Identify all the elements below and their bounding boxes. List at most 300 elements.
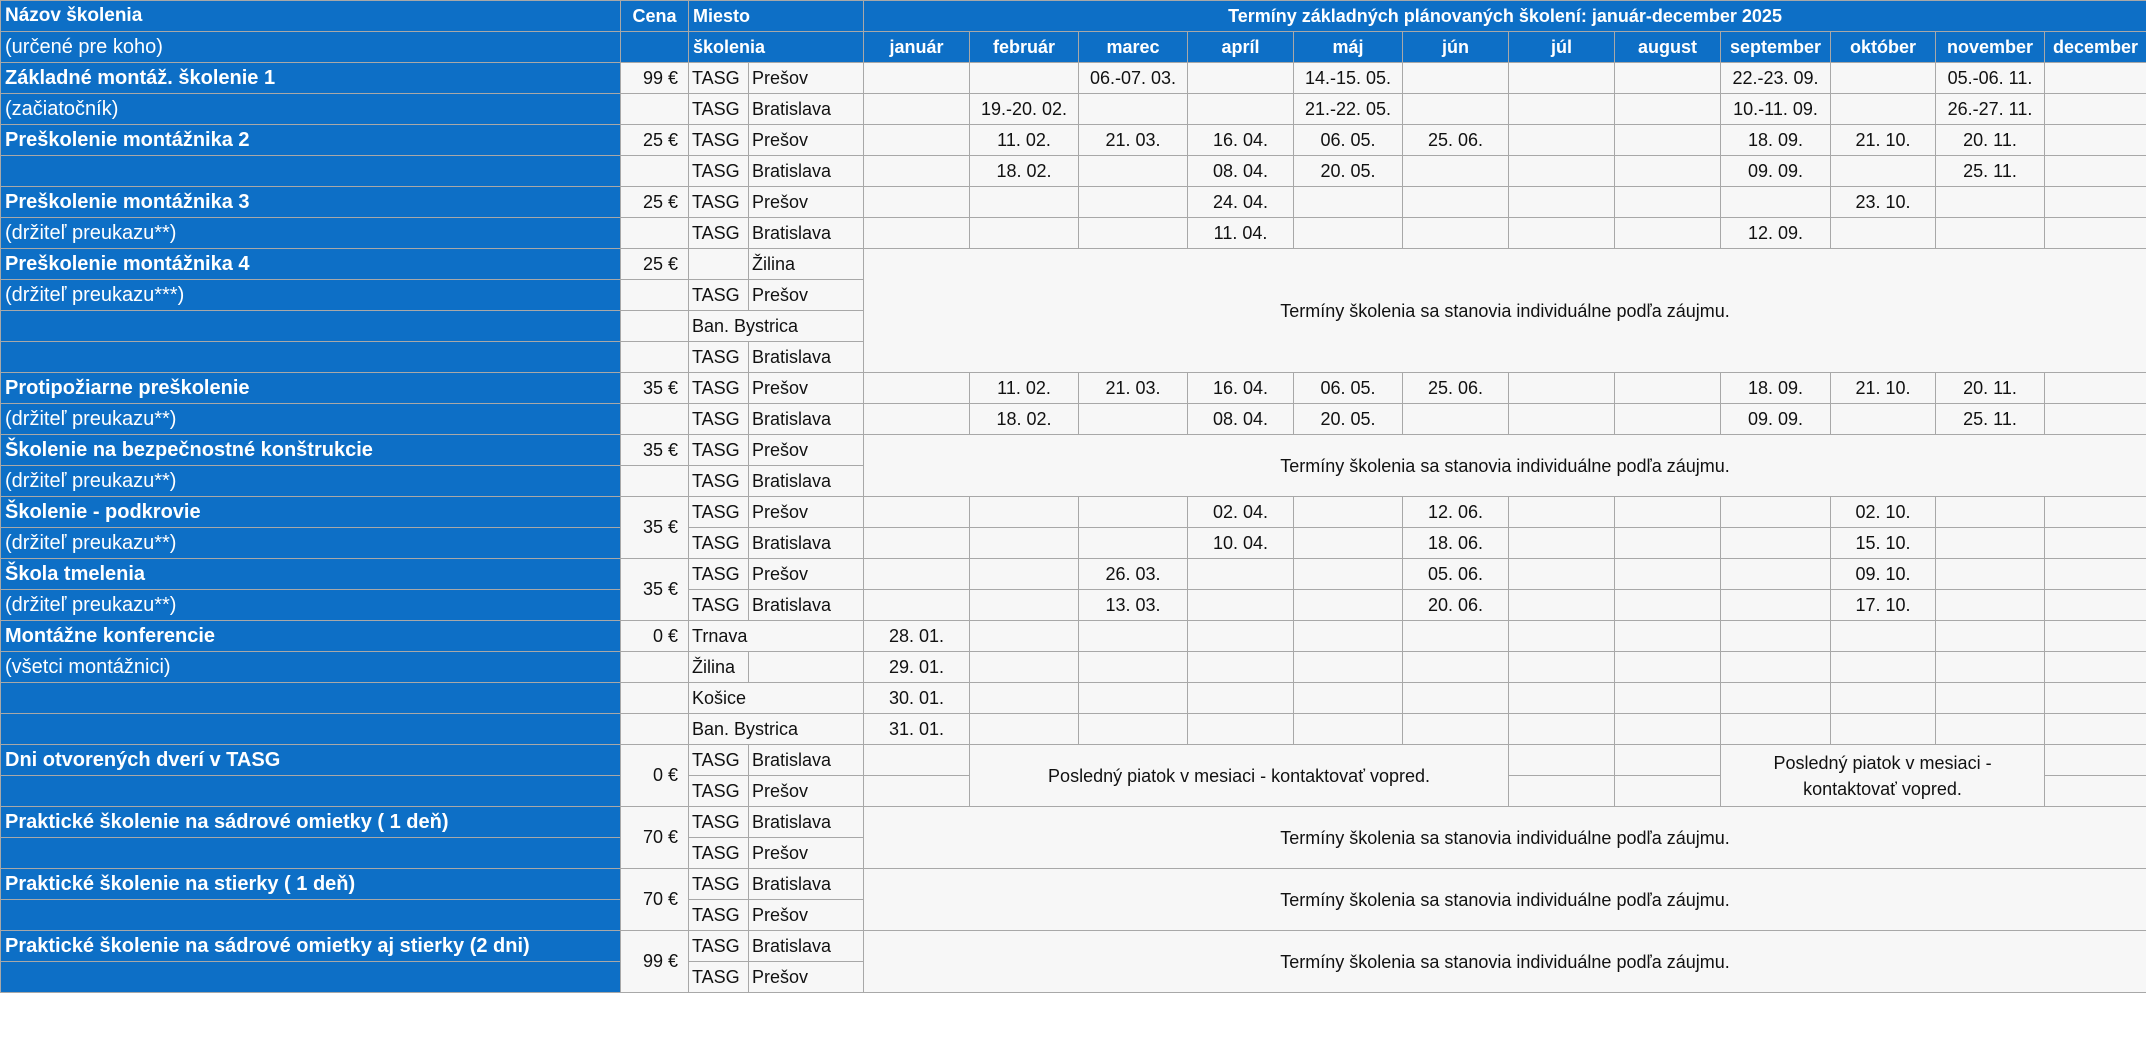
date-cell xyxy=(864,497,970,528)
location-city: Prešov xyxy=(749,900,864,931)
date-cell xyxy=(864,373,970,404)
date-cell: 21. 10. xyxy=(1831,373,1936,404)
date-cell xyxy=(970,528,1079,559)
date-cell: 18. 09. xyxy=(1721,373,1831,404)
header-training-name: Názov školenia xyxy=(1,1,621,32)
date-cell xyxy=(1079,652,1188,683)
month-header: jún xyxy=(1403,32,1509,63)
date-cell: 21.-22. 05. xyxy=(1294,94,1403,125)
training-audience-empty xyxy=(1,311,621,342)
date-cell xyxy=(1403,714,1509,745)
date-cell: 02. 04. xyxy=(1188,497,1294,528)
training-price-empty xyxy=(621,94,689,125)
date-cell xyxy=(1615,559,1721,590)
table-row xyxy=(1,652,2146,683)
date-cell xyxy=(970,590,1079,621)
date-cell xyxy=(1936,528,2045,559)
date-cell xyxy=(1831,218,1936,249)
date-cell xyxy=(1831,714,1936,745)
location-city: Bratislava xyxy=(749,342,864,373)
date-cell: 11. 02. xyxy=(970,373,1079,404)
date-cell: 15. 10. xyxy=(1831,528,1936,559)
month-header: august xyxy=(1615,32,1721,63)
training-title: Dni otvorených dverí v TASG xyxy=(1,745,621,776)
date-cell xyxy=(1403,652,1509,683)
date-cell xyxy=(864,404,970,435)
date-cell xyxy=(1079,94,1188,125)
date-cell xyxy=(1936,590,2045,621)
training-audience: (začiatočník) xyxy=(1,94,621,125)
date-cell xyxy=(1294,528,1403,559)
date-cell: 20. 11. xyxy=(1936,125,2045,156)
training-audience: (držiteľ preukazu**) xyxy=(1,404,621,435)
date-cell xyxy=(1936,218,2045,249)
date-cell: 14.-15. 05. xyxy=(1294,63,1403,94)
month-header: júl xyxy=(1509,32,1615,63)
training-title: Montážne konferencie xyxy=(1,621,621,652)
training-price: 99 € xyxy=(621,931,689,993)
date-cell: 25. 11. xyxy=(1936,156,2045,187)
date-cell xyxy=(1936,683,2045,714)
date-cell: 10. 04. xyxy=(1188,528,1294,559)
month-header: november xyxy=(1936,32,2045,63)
table-row xyxy=(1,249,2146,280)
date-cell xyxy=(864,528,970,559)
header-price-empty xyxy=(621,32,689,63)
location-org xyxy=(749,652,864,683)
location-org: TASG xyxy=(689,280,749,311)
date-cell: 10.-11. 09. xyxy=(1721,94,1831,125)
date-cell-empty xyxy=(2045,776,2146,807)
date-cell xyxy=(970,187,1079,218)
date-cell: 23. 10. xyxy=(1831,187,1936,218)
date-cell xyxy=(1721,621,1831,652)
table-row xyxy=(1,187,2146,218)
date-cell xyxy=(1294,590,1403,621)
date-cell: 12. 06. xyxy=(1403,497,1509,528)
date-cell xyxy=(1831,621,1936,652)
individual-schedule-note: Termíny školenia sa stanovia individuálne podľa záujmu. xyxy=(864,249,2146,373)
location-city: Košice xyxy=(689,683,864,714)
date-cell: 06. 05. xyxy=(1294,373,1403,404)
date-cell xyxy=(1403,404,1509,435)
date-cell xyxy=(1079,156,1188,187)
table-row xyxy=(1,156,2146,187)
date-cell-empty xyxy=(864,776,970,807)
date-cell xyxy=(1615,590,1721,621)
training-audience: (držiteľ preukazu**) xyxy=(1,528,621,559)
date-cell: 08. 04. xyxy=(1188,404,1294,435)
date-cell: 18. 06. xyxy=(1403,528,1509,559)
training-price-empty xyxy=(621,280,689,311)
date-cell: 30. 01. xyxy=(864,683,970,714)
date-cell xyxy=(1936,187,2045,218)
date-cell xyxy=(1294,621,1403,652)
training-price-empty xyxy=(621,652,689,683)
date-cell xyxy=(1188,590,1294,621)
location-org: TASG xyxy=(689,187,749,218)
location-city: Prešov xyxy=(749,962,864,993)
training-price: 35 € xyxy=(621,373,689,404)
location-city: Prešov xyxy=(749,838,864,869)
date-cell: 21. 03. xyxy=(1079,125,1188,156)
date-cell xyxy=(2045,404,2146,435)
date-cell xyxy=(1936,497,2045,528)
individual-schedule-note: Termíny školenia sa stanovia individuálne podľa záujmu. xyxy=(864,869,2146,931)
table-row xyxy=(1,745,2146,776)
date-cell xyxy=(2045,63,2146,94)
date-cell xyxy=(1615,94,1721,125)
date-cell: 24. 04. xyxy=(1188,187,1294,218)
location-org: TASG xyxy=(689,404,749,435)
location-org: TASG xyxy=(689,869,749,900)
location-org xyxy=(689,249,749,280)
date-cell xyxy=(864,125,970,156)
date-cell: 11. 02. xyxy=(970,125,1079,156)
date-cell: 26.-27. 11. xyxy=(1936,94,2045,125)
date-cell: 08. 04. xyxy=(1188,156,1294,187)
date-cell: 21. 03. xyxy=(1079,373,1188,404)
location-city: Žilina xyxy=(689,652,749,683)
date-cell: 05. 06. xyxy=(1403,559,1509,590)
date-cell: 19.-20. 02. xyxy=(970,94,1079,125)
date-cell xyxy=(1509,218,1615,249)
date-cell xyxy=(1831,156,1936,187)
date-cell xyxy=(1509,156,1615,187)
date-cell xyxy=(1403,94,1509,125)
date-cell xyxy=(1079,621,1188,652)
date-cell xyxy=(1079,218,1188,249)
date-cell xyxy=(864,590,970,621)
date-cell xyxy=(1294,218,1403,249)
date-cell xyxy=(1079,714,1188,745)
date-cell xyxy=(1936,559,2045,590)
date-cell xyxy=(1403,621,1509,652)
date-cell: 22.-23. 09. xyxy=(1721,63,1831,94)
date-cell-empty xyxy=(1509,745,1615,776)
location-org: TASG xyxy=(689,156,749,187)
date-cell xyxy=(970,714,1079,745)
date-cell xyxy=(1509,125,1615,156)
date-cell: 13. 03. xyxy=(1079,590,1188,621)
date-cell: 20. 05. xyxy=(1294,156,1403,187)
location-org: TASG xyxy=(689,63,749,94)
table-row xyxy=(1,683,2146,714)
month-header: október xyxy=(1831,32,1936,63)
training-price-empty xyxy=(621,714,689,745)
date-cell xyxy=(1615,652,1721,683)
date-cell xyxy=(1936,621,2045,652)
location-org: TASG xyxy=(689,776,749,807)
location-city: Bratislava xyxy=(749,156,864,187)
date-cell xyxy=(1509,497,1615,528)
location-city: Bratislava xyxy=(749,931,864,962)
date-cell xyxy=(1294,652,1403,683)
date-cell xyxy=(1831,404,1936,435)
date-cell xyxy=(864,63,970,94)
date-cell: 29. 01. xyxy=(864,652,970,683)
date-cell xyxy=(2045,559,2146,590)
date-cell xyxy=(1721,714,1831,745)
header-place: Miesto xyxy=(689,1,864,32)
location-city: Prešov xyxy=(749,280,864,311)
date-cell xyxy=(1509,94,1615,125)
date-cell xyxy=(1615,404,1721,435)
location-city: Bratislava xyxy=(749,869,864,900)
training-audience: (držiteľ preukazu**) xyxy=(1,218,621,249)
date-cell: 11. 04. xyxy=(1188,218,1294,249)
month-header: apríl xyxy=(1188,32,1294,63)
date-cell xyxy=(1509,373,1615,404)
table-row xyxy=(1,559,2146,590)
table-row xyxy=(1,497,2146,528)
month-header: december xyxy=(2045,32,2146,63)
location-org: TASG xyxy=(689,125,749,156)
date-cell xyxy=(1188,94,1294,125)
date-cell: 06.-07. 03. xyxy=(1079,63,1188,94)
date-cell xyxy=(1831,683,1936,714)
date-cell xyxy=(1831,63,1936,94)
date-cell xyxy=(1509,187,1615,218)
location-org: TASG xyxy=(689,342,749,373)
training-audience xyxy=(1,776,621,807)
month-header: september xyxy=(1721,32,1831,63)
date-cell xyxy=(970,63,1079,94)
table-row xyxy=(1,714,2146,745)
date-cell xyxy=(1721,590,1831,621)
location-city: Prešov xyxy=(749,776,864,807)
date-cell xyxy=(1615,683,1721,714)
date-cell xyxy=(1079,683,1188,714)
training-title: Praktické školenie na stierky ( 1 deň) xyxy=(1,869,621,900)
date-cell xyxy=(864,94,970,125)
date-cell xyxy=(1721,683,1831,714)
date-cell xyxy=(1936,652,2045,683)
header-price: Cena xyxy=(621,1,689,32)
training-audience xyxy=(1,838,621,869)
training-price-empty xyxy=(621,311,689,342)
training-title: Základné montáž. školenie 1 xyxy=(1,63,621,94)
date-cell xyxy=(1509,683,1615,714)
date-cell xyxy=(2045,590,2146,621)
header-row-2 xyxy=(1,32,2146,63)
header-place-sub: školenia xyxy=(689,32,864,63)
training-audience-empty xyxy=(1,714,621,745)
date-cell xyxy=(864,218,970,249)
date-cell xyxy=(1403,156,1509,187)
date-cell: 31. 01. xyxy=(864,714,970,745)
date-cell: 05.-06. 11. xyxy=(1936,63,2045,94)
table-row xyxy=(1,373,2146,404)
date-cell xyxy=(1403,218,1509,249)
location-org: TASG xyxy=(689,218,749,249)
training-price: 0 € xyxy=(621,621,689,652)
date-cell xyxy=(2045,683,2146,714)
date-cell: 09. 09. xyxy=(1721,156,1831,187)
date-cell xyxy=(2045,714,2146,745)
month-header: máj xyxy=(1294,32,1403,63)
date-cell: 12. 09. xyxy=(1721,218,1831,249)
training-price-empty xyxy=(621,466,689,497)
training-audience: (držiteľ preukazu**) xyxy=(1,590,621,621)
date-cell xyxy=(1079,497,1188,528)
location-org: TASG xyxy=(689,745,749,776)
location-city: Bratislava xyxy=(749,528,864,559)
individual-schedule-note: Termíny školenia sa stanovia individuálne podľa záujmu. xyxy=(864,807,2146,869)
date-cell xyxy=(1188,559,1294,590)
date-cell: 18. 02. xyxy=(970,156,1079,187)
date-cell: 09. 09. xyxy=(1721,404,1831,435)
location-org: TASG xyxy=(689,435,749,466)
location-city: Žilina xyxy=(749,249,864,280)
training-title: Škola tmelenia xyxy=(1,559,621,590)
date-cell xyxy=(1615,125,1721,156)
date-cell: 26. 03. xyxy=(1079,559,1188,590)
date-cell: 25. 06. xyxy=(1403,373,1509,404)
date-cell xyxy=(1615,187,1721,218)
header-audience: (určené pre koho) xyxy=(1,32,621,63)
date-cell-empty xyxy=(1509,776,1615,807)
date-cell xyxy=(970,559,1079,590)
location-city: Prešov xyxy=(749,559,864,590)
location-org: TASG xyxy=(689,559,749,590)
date-cell: 21. 10. xyxy=(1831,125,1936,156)
location-city: Ban. Bystrica xyxy=(689,311,864,342)
table-row xyxy=(1,528,2146,559)
date-cell xyxy=(2045,218,2146,249)
training-title: Preškolenie montážnika 3 xyxy=(1,187,621,218)
date-cell xyxy=(1509,621,1615,652)
training-price: 25 € xyxy=(621,125,689,156)
date-cell xyxy=(2045,125,2146,156)
open-day-note: Posledný piatok v mesiaci - kontaktovať vopred. xyxy=(970,745,1509,807)
date-cell: 09. 10. xyxy=(1831,559,1936,590)
date-cell xyxy=(1188,621,1294,652)
date-cell xyxy=(970,497,1079,528)
location-city: Trnava xyxy=(689,621,864,652)
location-org: TASG xyxy=(689,590,749,621)
month-header: február xyxy=(970,32,1079,63)
date-cell xyxy=(1403,187,1509,218)
date-cell: 20. 11. xyxy=(1936,373,2045,404)
location-city: Prešov xyxy=(749,373,864,404)
table-row xyxy=(1,931,2146,962)
date-cell: 16. 04. xyxy=(1188,373,1294,404)
training-price-empty xyxy=(621,218,689,249)
date-cell xyxy=(2045,528,2146,559)
date-cell xyxy=(1615,156,1721,187)
date-cell xyxy=(1294,714,1403,745)
training-audience-empty xyxy=(1,683,621,714)
date-cell xyxy=(1831,94,1936,125)
training-audience: (držiteľ preukazu**) xyxy=(1,466,621,497)
training-title: Preškolenie montážnika 2 xyxy=(1,125,621,156)
table-row xyxy=(1,435,2146,466)
table-row xyxy=(1,621,2146,652)
location-org: TASG xyxy=(689,497,749,528)
location-org: TASG xyxy=(689,900,749,931)
table-row xyxy=(1,125,2146,156)
date-cell: 20. 05. xyxy=(1294,404,1403,435)
location-city: Bratislava xyxy=(749,404,864,435)
date-cell-empty xyxy=(864,745,970,776)
date-cell: 18. 02. xyxy=(970,404,1079,435)
date-cell xyxy=(1615,373,1721,404)
date-cell xyxy=(1615,218,1721,249)
date-cell xyxy=(970,218,1079,249)
location-city: Bratislava xyxy=(749,218,864,249)
table-row xyxy=(1,590,2146,621)
location-city: Prešov xyxy=(749,63,864,94)
date-cell-empty xyxy=(2045,745,2146,776)
training-price: 70 € xyxy=(621,869,689,931)
training-title: Školenie - podkrovie xyxy=(1,497,621,528)
location-org: TASG xyxy=(689,838,749,869)
date-cell xyxy=(1294,559,1403,590)
date-cell xyxy=(1509,590,1615,621)
training-audience: (držiteľ preukazu***) xyxy=(1,280,621,311)
date-cell xyxy=(1509,714,1615,745)
date-cell xyxy=(1079,187,1188,218)
training-price: 70 € xyxy=(621,807,689,869)
location-city: Ban. Bystrica xyxy=(689,714,864,745)
training-price-empty xyxy=(621,342,689,373)
training-price: 25 € xyxy=(621,187,689,218)
date-cell xyxy=(970,621,1079,652)
date-cell xyxy=(1721,528,1831,559)
date-cell xyxy=(1509,404,1615,435)
date-cell xyxy=(1721,497,1831,528)
table-row xyxy=(1,94,2146,125)
training-audience xyxy=(1,156,621,187)
location-org: TASG xyxy=(689,931,749,962)
date-cell xyxy=(1188,652,1294,683)
month-header: marec xyxy=(1079,32,1188,63)
date-cell xyxy=(1188,63,1294,94)
date-cell: 25. 06. xyxy=(1403,125,1509,156)
date-cell: 28. 01. xyxy=(864,621,970,652)
date-cell xyxy=(1079,528,1188,559)
date-cell: 16. 04. xyxy=(1188,125,1294,156)
date-cell-empty xyxy=(1615,745,1721,776)
date-cell: 06. 05. xyxy=(1294,125,1403,156)
open-day-note: Posledný piatok v mesiaci - kontaktovať vopred. xyxy=(1721,745,2045,807)
training-audience-empty xyxy=(1,342,621,373)
date-cell xyxy=(2045,156,2146,187)
location-org: TASG xyxy=(689,94,749,125)
location-org: TASG xyxy=(689,466,749,497)
table-row xyxy=(1,404,2146,435)
date-cell xyxy=(1188,714,1294,745)
date-cell xyxy=(1615,621,1721,652)
training-title: Protipožiarne preškolenie xyxy=(1,373,621,404)
date-cell xyxy=(1294,683,1403,714)
date-cell: 02. 10. xyxy=(1831,497,1936,528)
date-cell xyxy=(1403,63,1509,94)
location-city: Prešov xyxy=(749,125,864,156)
date-cell xyxy=(1831,652,1936,683)
training-audience: (všetci montážnici) xyxy=(1,652,621,683)
individual-schedule-note: Termíny školenia sa stanovia individuálne podľa záujmu. xyxy=(864,931,2146,993)
location-city: Prešov xyxy=(749,497,864,528)
location-city: Prešov xyxy=(749,435,864,466)
date-cell xyxy=(2045,497,2146,528)
header-schedule-title: Termíny základných plánovaných školení: január-december 2025 xyxy=(864,1,2146,32)
location-org: TASG xyxy=(689,962,749,993)
date-cell xyxy=(2045,187,2146,218)
header-row-1 xyxy=(1,1,2146,32)
training-audience xyxy=(1,900,621,931)
